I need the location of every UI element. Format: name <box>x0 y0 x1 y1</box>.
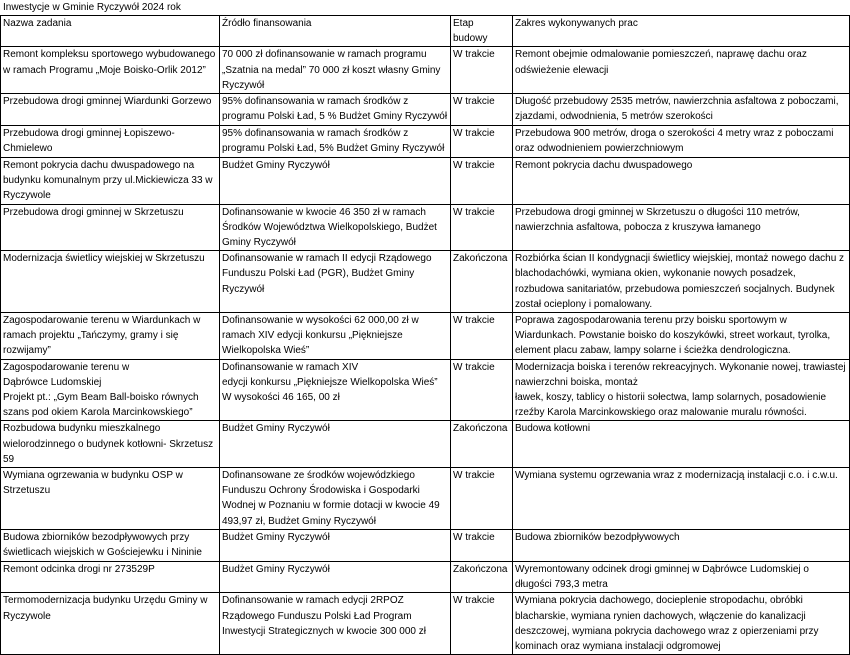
cell-construction-stage[interactable]: Zakończona <box>451 561 513 592</box>
cell-construction-stage[interactable]: W trakcie <box>451 359 513 421</box>
cell-construction-stage[interactable]: W trakcie <box>451 593 513 655</box>
cell-task-name[interactable]: Remont odcinka drogi nr 273529P <box>1 561 220 592</box>
cell-task-name[interactable]: Wymiana ogrzewania w budynku OSP w Strzetuszu <box>1 468 220 530</box>
cell-funding-source[interactable]: 95% dofinansowania w ramach środków z programu Polski Ład, 5% Budżet Gminy Ryczywół <box>220 126 451 158</box>
sheet-title: Inwestycje w Gminie Ryczywół 2024 rok <box>3 2 181 13</box>
cell-construction-stage[interactable]: Zakończona <box>451 251 513 313</box>
table-row <box>1 359 850 421</box>
cell-funding-source[interactable]: Budżet Gminy Ryczywół <box>220 421 451 468</box>
cell-funding-source[interactable]: Dofinansowanie w ramach II edycji Rządowego Funduszu Polski Ład (PGR), Budżet Gminy Ryczywół <box>220 251 451 313</box>
table-body <box>1 16 850 655</box>
table-row <box>1 204 850 251</box>
cell-work-scope[interactable]: Poprawa zagospodarowania terenu przy boisku sportowym w Wiardunkach. Powstanie boisko do koszykówki, street workaut, tyrolka, element placu zabaw, lampy solarne i ścieżka dendrologiczna. <box>513 313 850 360</box>
cell-work-scope[interactable]: Wyremontowany odcinek drogi gminnej w Dąbrówce Ludomskiej o długości 793,3 metra <box>513 561 850 592</box>
column-header-funding-source[interactable]: Źródło finansowania <box>220 16 451 47</box>
cell-task-name[interactable]: Zagospodarowanie terenu w Dąbrówce Ludomskiej Projekt pt.: „Gym Beam Ball-boisko równych szans pod okiem Karola Marcinkowskiego” <box>1 359 220 421</box>
cell-work-scope[interactable]: Rozbiórka ścian II kondygnacji świetlicy wiejskiej, montaż nowego dachu z blachodachówki, wymiana okien, wykonanie nowych posadzek, rozbudowa sanitariatów, przebudowa pomieszczeń socjalnych. Budynek został ocieplony i pomalowany. <box>513 251 850 313</box>
cell-task-name[interactable]: Budowa zbiorników bezodpływowych przy świetlicach wiejskich w Gościejewku i Nininie <box>1 529 220 561</box>
cell-funding-source[interactable]: Dofinansowane ze środków wojewódzkiego Funduszu Ochrony Środowiska i Gospodarki Wodnej w Poznaniu w formie dotacji w kwocie 49 493,97 zł, Budżet Gminy Ryczywół <box>220 468 451 530</box>
cell-construction-stage[interactable]: W trakcie <box>451 47 513 94</box>
cell-work-scope[interactable]: Wymiana pokrycia dachowego, docieplenie stropodachu, obróbki blacharskie, wymiana rynien dachowych, włączenie do kanalizacji deszczowej, wymiana pokrycia dachowego wraz z opierzeniami przy kominach oraz wymiana instalacji odgromowej <box>513 593 850 655</box>
cell-work-scope[interactable]: Przebudowa 900 metrów, droga o szerokości 4 metry wraz z poboczami oraz odwodnieniem powierzchniowym <box>513 126 850 158</box>
cell-work-scope[interactable]: Przebudowa drogi gminnej w Skrzetuszu o długości 110 metrów, nawierzchnia asfaltowa, pobocza z kruszywa łamanego <box>513 204 850 251</box>
cell-construction-stage[interactable]: W trakcie <box>451 468 513 530</box>
cell-task-name[interactable]: Rozbudowa budynku mieszkalnego wielorodzinnego o budynek kotłowni- Skrzetusz 59 <box>1 421 220 468</box>
cell-funding-source[interactable]: 95% dofinansowania w ramach środków z programu Polski Ład, 5 % Budżet Gminy Ryczywół <box>220 94 451 126</box>
cell-construction-stage[interactable]: W trakcie <box>451 94 513 126</box>
cell-work-scope[interactable]: Modernizacja boiska i terenów rekreacyjnych. Wykonanie nowej, trawiastej nawierzchni boiska, montaż ławek, koszy, tablicy o historii sołectwa, lamp solarnych, posadowienie rzeźby Karola Marcinkowskiego oraz malowanie muralu równości. <box>513 359 850 421</box>
table-row <box>1 94 850 126</box>
cell-construction-stage[interactable]: W trakcie <box>451 126 513 158</box>
cell-funding-source[interactable]: Dofinansowanie w kwocie 46 350 zł w ramach Środków Województwa Wielkopolskiego, Budżet Gminy Ryczywół <box>220 204 451 251</box>
column-header-work-scope[interactable]: Zakres wykonywanych prac <box>513 16 850 47</box>
column-header-task-name[interactable]: Nazwa zadania <box>1 16 220 47</box>
cell-task-name[interactable]: Remont pokrycia dachu dwuspadowego na budynku komunalnym przy ul.Mickiewicza 33 w Ryczywole <box>1 158 220 205</box>
cell-funding-source[interactable]: Dofinansowanie w ramach edycji 2RPOZ Rządowego Funduszu Polski Ład Program Inwestycji Strategicznych w kwocie 300 000 zł <box>220 593 451 655</box>
table-row <box>1 313 850 360</box>
table-row <box>1 47 850 94</box>
table-row <box>1 251 850 313</box>
table-row <box>1 126 850 158</box>
cell-task-name[interactable]: Zagospodarowanie terenu w Wiardunkach w ramach projektu „Tańczymy, gramy i się rozwijamy” <box>1 313 220 360</box>
cell-construction-stage[interactable]: W trakcie <box>451 204 513 251</box>
investments-table <box>0 15 850 655</box>
cell-task-name[interactable]: Termomodernizacja budynku Urzędu Gminy w Ryczywole <box>1 593 220 655</box>
header-row <box>1 16 850 47</box>
cell-funding-source[interactable]: Budżet Gminy Ryczywół <box>220 158 451 205</box>
table-row <box>1 529 850 561</box>
cell-task-name[interactable]: Przebudowa drogi gminnej Łopiszewo-Chmielewo <box>1 126 220 158</box>
column-header-construction-stage[interactable]: Etap budowy <box>451 16 513 47</box>
cell-task-name[interactable]: Przebudowa drogi gminnej Wiardunki Gorzewo <box>1 94 220 126</box>
cell-construction-stage[interactable]: W trakcie <box>451 313 513 360</box>
cell-task-name[interactable]: Modernizacja świetlicy wiejskiej w Skrzetuszu <box>1 251 220 313</box>
cell-task-name[interactable]: Przebudowa drogi gminnej w Skrzetuszu <box>1 204 220 251</box>
cell-work-scope[interactable]: Budowa zbiorników bezodpływowych <box>513 529 850 561</box>
cell-construction-stage[interactable]: W trakcie <box>451 529 513 561</box>
cell-work-scope[interactable]: Budowa kotłowni <box>513 421 850 468</box>
table-row <box>1 158 850 205</box>
cell-funding-source[interactable]: Dofinansowanie w ramach XIV edycji konkursu „Piękniejsze Wielkopolska Wieś” W wysokości 46 165, 00 zł <box>220 359 451 421</box>
table-row <box>1 468 850 530</box>
cell-construction-stage[interactable]: W trakcie <box>451 158 513 205</box>
table-row <box>1 561 850 592</box>
cell-work-scope[interactable]: Remont pokrycia dachu dwuspadowego <box>513 158 850 205</box>
cell-work-scope[interactable]: Remont obejmie odmalowanie pomieszczeń, naprawę dachu oraz odświeżenie elewacji <box>513 47 850 94</box>
cell-funding-source[interactable]: Dofinansowanie w wysokości 62 000,00 zł w ramach XIV edycji konkursu „Piękniejsze Wielkopolska Wieś” <box>220 313 451 360</box>
cell-funding-source[interactable]: 70 000 zł dofinansowanie w ramach programu „Szatnia na medal” 70 000 zł koszt własny Gminy Ryczywół <box>220 47 451 94</box>
cell-construction-stage[interactable]: Zakończona <box>451 421 513 468</box>
cell-work-scope[interactable]: Wymiana systemu ogrzewania wraz z modernizacją instalacji c.o. i c.w.u. <box>513 468 850 530</box>
cell-task-name[interactable]: Remont kompleksu sportowego wybudowanego w ramach Programu „Moje Boisko-Orlik 2012” <box>1 47 220 94</box>
table-row <box>1 421 850 468</box>
cell-work-scope[interactable]: Długość przebudowy 2535 metrów, nawierzchnia asfaltowa z poboczami, zjazdami, odwodnienia, 5 metrów szerokości <box>513 94 850 126</box>
cell-funding-source[interactable]: Budżet Gminy Ryczywół <box>220 561 451 592</box>
cell-funding-source[interactable]: Budżet Gminy Ryczywół <box>220 529 451 561</box>
table-row <box>1 593 850 655</box>
